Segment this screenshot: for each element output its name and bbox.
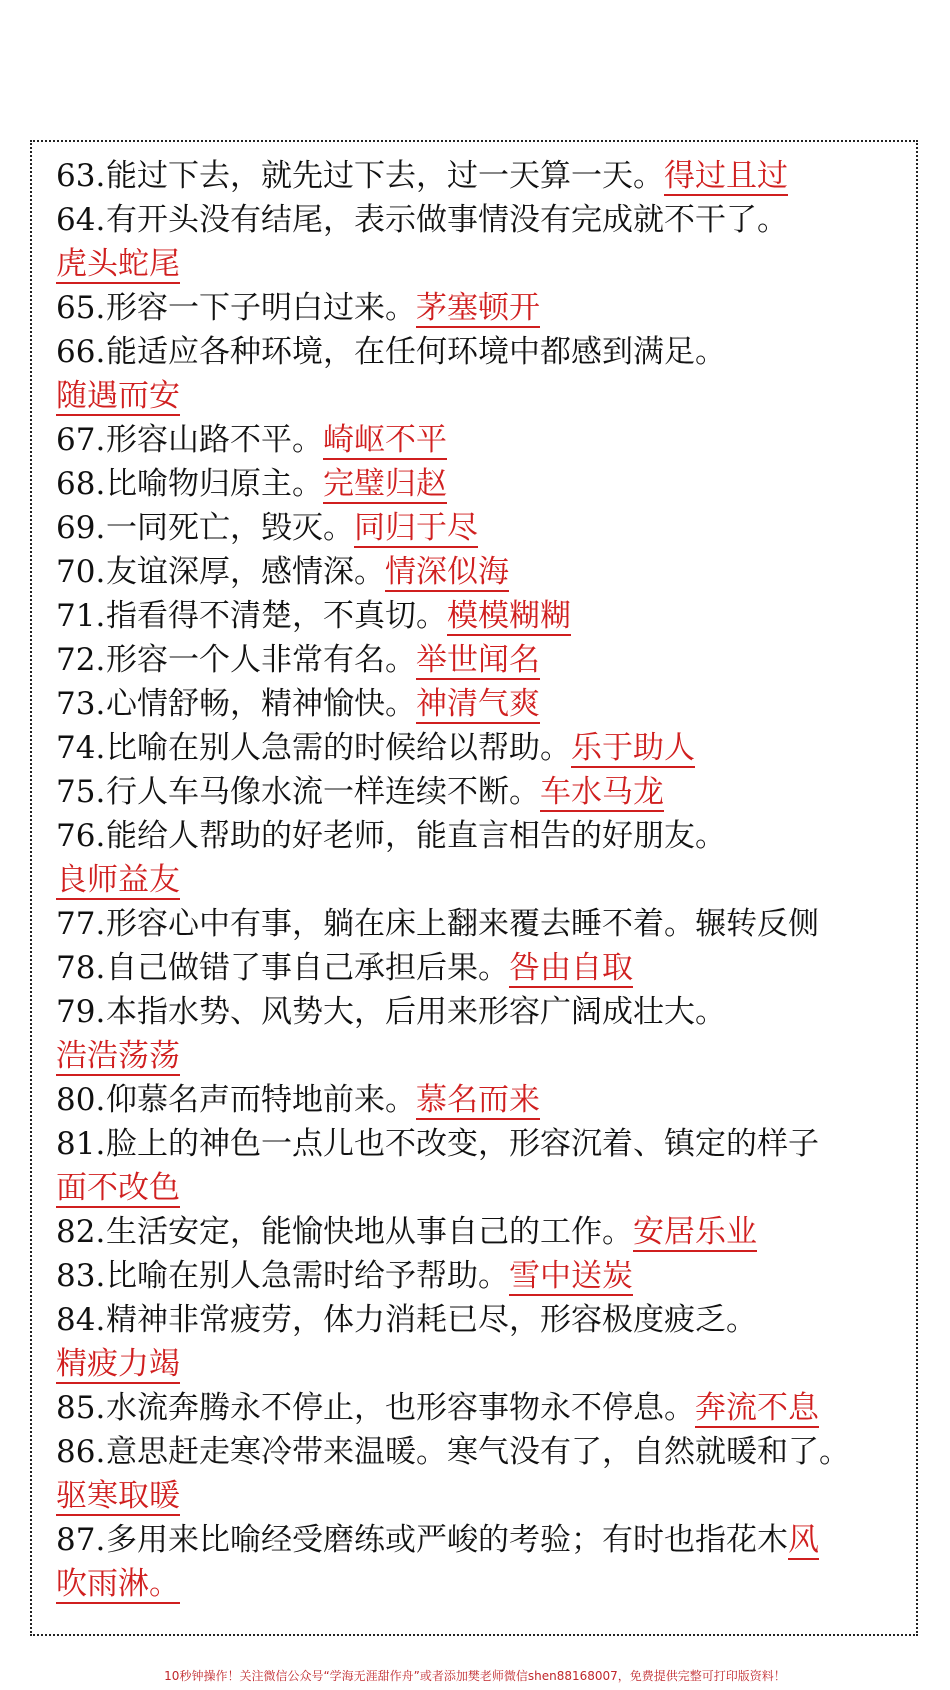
list-item-continuation — [56, 1562, 906, 1606]
item-definition: 形容心中有事，躺在床上翻来覆去睡不着。辗转反侧 — [106, 906, 819, 942]
item-definition: 行人车马像水流一样连续不断。 — [106, 774, 540, 810]
footer-notice: 10秒钟操作！关注微信公众号“学海无涯甜作舟”或者添加樊老师微信shen88168007，免费提供完整可打印版资料！ — [164, 1669, 786, 1683]
list-item-continuation — [56, 242, 906, 286]
list-item — [56, 1430, 906, 1474]
item-number: 65. — [56, 290, 106, 326]
list-item-continuation — [56, 1166, 906, 1210]
list-item — [56, 330, 906, 374]
item-definition: 心情舒畅，精神愉快。 — [106, 686, 416, 722]
item-number: 86. — [56, 1434, 106, 1470]
item-answer: 同归于尽 — [354, 510, 478, 546]
list-item — [56, 902, 906, 946]
item-answer: 良师益友 — [56, 862, 180, 898]
item-number: 70. — [56, 554, 106, 590]
item-number: 74. — [56, 730, 106, 766]
item-number: 75. — [56, 774, 106, 810]
item-number: 85. — [56, 1390, 106, 1426]
item-number: 64. — [56, 202, 106, 238]
item-definition: 自己做错了事自己承担后果。 — [106, 950, 509, 986]
item-definition: 有开头没有结尾，表示做事情没有完成就不干了。 — [106, 202, 788, 238]
list-item — [56, 1122, 906, 1166]
item-answer: 虎头蛇尾 — [56, 246, 180, 282]
item-answer: 完璧归赵 — [323, 466, 447, 502]
item-answer: 乐于助人 — [571, 730, 695, 766]
item-answer: 浩浩荡荡 — [56, 1038, 180, 1074]
item-number: 63. — [56, 158, 106, 194]
item-answer: 精疲力竭 — [56, 1346, 180, 1382]
item-number: 79. — [56, 994, 106, 1030]
item-answer: 驱寒取暖 — [56, 1478, 180, 1514]
item-definition: 一同死亡，毁灭。 — [106, 510, 354, 546]
list-item — [56, 770, 906, 814]
item-answer: 面不改色 — [56, 1170, 180, 1206]
item-definition: 意思赶走寒冷带来温暖。寒气没有了，自然就暖和了。 — [106, 1434, 850, 1470]
list-item — [56, 1210, 906, 1254]
item-definition: 形容山路不平。 — [106, 422, 323, 458]
list-item — [56, 638, 906, 682]
item-answer: 随遇而安 — [56, 378, 180, 414]
list-item-continuation — [56, 1474, 906, 1518]
item-number: 83. — [56, 1258, 106, 1294]
item-definition: 形容一下子明白过来。 — [106, 290, 416, 326]
list-item — [56, 286, 906, 330]
item-definition: 本指水势、风势大，后用来形容广阔成壮大。 — [106, 994, 726, 1030]
item-definition: 指看得不清楚，不真切。 — [106, 598, 447, 634]
item-definition: 水流奔腾永不停止，也形容事物永不停息。 — [106, 1390, 695, 1426]
item-definition: 精神非常疲劳，体力消耗已尽，形容极度疲乏。 — [106, 1302, 757, 1338]
item-definition: 形容一个人非常有名。 — [106, 642, 416, 678]
item-definition: 比喻在别人急需时给予帮助。 — [106, 1258, 509, 1294]
list-item-continuation — [56, 1034, 906, 1078]
item-answer: 情深似海 — [385, 554, 509, 590]
list-item-continuation — [56, 858, 906, 902]
item-definition: 生活安定，能愉快地从事自己的工作。 — [106, 1214, 633, 1250]
item-number: 87. — [56, 1522, 106, 1558]
list-item — [56, 990, 906, 1034]
list-item — [56, 1078, 906, 1122]
item-answer: 安居乐业 — [633, 1214, 757, 1250]
item-answer: 神清气爽 — [416, 686, 540, 722]
list-item — [56, 814, 906, 858]
item-definition: 仰慕名声而特地前来。 — [106, 1082, 416, 1118]
item-answer: 风 — [788, 1522, 819, 1558]
list-item — [56, 550, 906, 594]
list-item-continuation — [56, 374, 906, 418]
item-number: 77. — [56, 906, 106, 942]
item-answer: 茅塞顿开 — [416, 290, 540, 326]
item-answer: 车水马龙 — [540, 774, 664, 810]
list-item-continuation — [56, 1342, 906, 1386]
item-answer: 模模糊糊 — [447, 598, 571, 634]
item-number: 72. — [56, 642, 106, 678]
item-answer: 崎岖不平 — [323, 422, 447, 458]
item-answer: 得过且过 — [664, 158, 788, 194]
item-number: 76. — [56, 818, 106, 854]
item-definition: 多用来比喻经受磨练或严峻的考验；有时也指花木 — [106, 1522, 788, 1558]
item-number: 84. — [56, 1302, 106, 1338]
list-item — [56, 154, 906, 198]
list-item — [56, 946, 906, 990]
item-number: 68. — [56, 466, 106, 502]
list-item — [56, 1254, 906, 1298]
item-number: 71. — [56, 598, 106, 634]
item-definition: 比喻物归原主。 — [106, 466, 323, 502]
item-number: 66. — [56, 334, 106, 370]
list-item — [56, 726, 906, 770]
item-number: 80. — [56, 1082, 106, 1118]
list-item — [56, 1298, 906, 1342]
item-number: 69. — [56, 510, 106, 546]
item-answer: 奔流不息 — [695, 1390, 819, 1426]
item-number: 82. — [56, 1214, 106, 1250]
item-definition: 能适应各种环境，在任何环境中都感到满足。 — [106, 334, 726, 370]
list-item — [56, 506, 906, 550]
item-answer: 雪中送炭 — [509, 1258, 633, 1294]
item-number: 78. — [56, 950, 106, 986]
idiom-list — [56, 154, 906, 1606]
item-definition: 能给人帮助的好老师，能直言相告的好朋友。 — [106, 818, 726, 854]
item-definition: 能过下去，就先过下去，过一天算一天。 — [106, 158, 664, 194]
item-answer: 慕名而来 — [416, 1082, 540, 1118]
list-item — [56, 462, 906, 506]
list-item — [56, 1518, 906, 1562]
item-definition: 脸上的神色一点儿也不改变，形容沉着、镇定的样子 — [106, 1126, 819, 1162]
item-answer-continued: 吹雨淋。 — [56, 1566, 180, 1602]
list-item — [56, 418, 906, 462]
item-number: 81. — [56, 1126, 106, 1162]
item-answer: 举世闻名 — [416, 642, 540, 678]
item-number: 67. — [56, 422, 106, 458]
item-definition: 友谊深厚，感情深。 — [106, 554, 385, 590]
item-answer: 咎由自取 — [509, 950, 633, 986]
item-definition: 比喻在别人急需的时候给以帮助。 — [106, 730, 571, 766]
list-item — [56, 682, 906, 726]
list-item — [56, 1386, 906, 1430]
item-number: 73. — [56, 686, 106, 722]
list-item — [56, 594, 906, 638]
list-item — [56, 198, 906, 242]
